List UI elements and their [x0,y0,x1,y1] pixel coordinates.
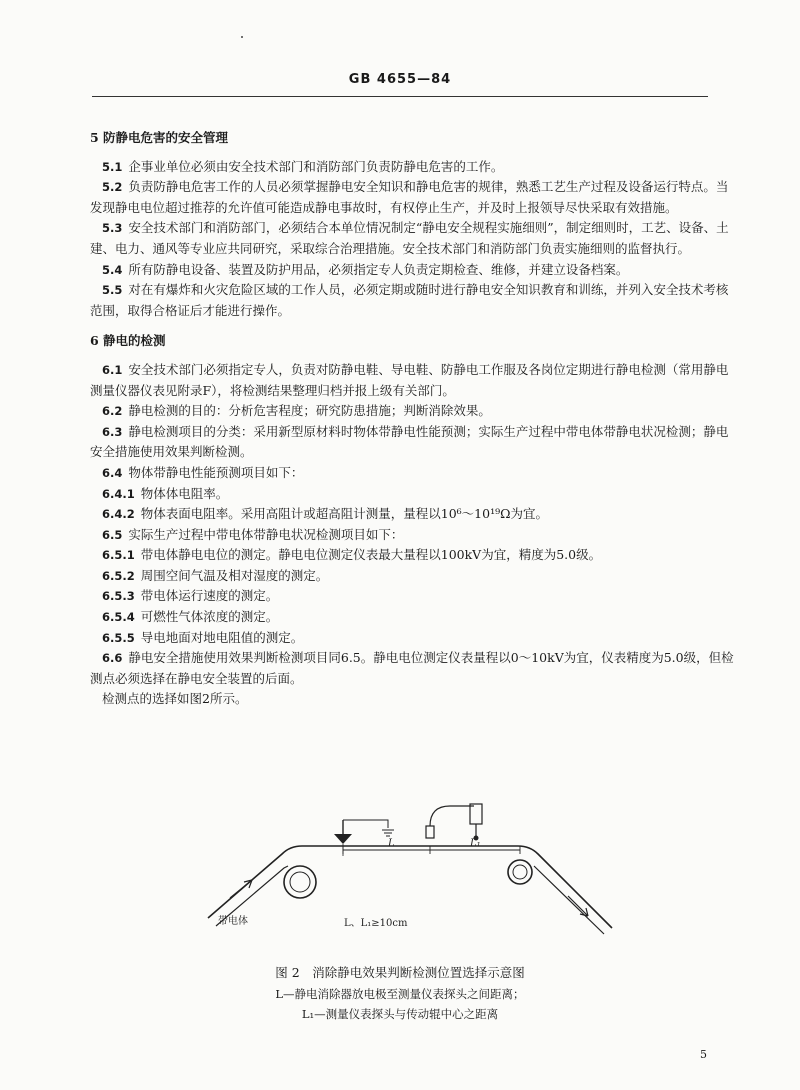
clause-number: 5.5 [102,283,123,298]
standard-header: GB 4655—84 [348,72,452,87]
header-rule [92,96,708,97]
arrow-in [230,880,252,898]
arrow-out [568,896,588,916]
clause-text: 对在有爆炸和火灾危险区域的工作人员，必须定期或随时进行静电安全知识教育和训练，并列入安全技术考核范围，取得合格证后才能进行操作。 [90,282,729,318]
roller-left [284,866,316,898]
meter-body [470,804,482,824]
clause-number: 6.2 [102,404,123,419]
clause-text: 静电安全措施使用效果判断检测项目同6.5。静电电位测定仪表量程以0～10kV为宜，仪表精度为5.0级，但检测点必须选择在静电安全装置的后面。 [90,650,734,686]
clause-number: 5.4 [102,262,123,277]
clause-text: 周围空间气温及相对湿度的测定。 [140,567,329,583]
ground-symbol [382,830,394,836]
clause-number: 5.1 [102,159,123,174]
roller-right [508,860,532,884]
clause-text: 可燃性气体浓度的测定。 [140,609,279,625]
clause-text: 带电体运行速度的测定。 [140,588,279,604]
clause [90,484,740,505]
clause-number: 6.4 [102,465,123,480]
roller-right-inner [513,865,527,879]
clause [90,177,740,218]
figure-2-diagram [200,800,620,950]
body-label: 带电体 [218,916,248,927]
clause-number: 6.4.2 [102,507,135,522]
conveyor-diagram [200,800,620,950]
clause [90,504,740,525]
clause [90,260,740,281]
clause-number: 6.6 [102,651,123,666]
clause-number: 5.3 [102,221,123,236]
figure-note-l1: L₁—测量仪表探头与传动辊中心之距离 [301,1007,499,1021]
clause-text: 所有防静电设备、装置及防护用品，必须指定专人负责定期检查、维修，并建立设备档案。 [128,261,629,277]
section-title: 6 静电的检测 [90,333,166,349]
clause-text: 企事业单位必须由安全技术部门和消防部门负责防静电危害的工作。 [128,158,504,174]
clause-number: 6.5.4 [102,610,135,625]
clause-number: 6.4.1 [102,486,135,501]
clause-text: 物体表面电阻率。采用高阻计或超高阻计测量，量程以10⁶～10¹⁹Ω为宜。 [140,506,548,522]
clause-text: 带电体静电电位的测定。静电电位测定仪表最大量程以100kV为宜，精度为5.0级。 [140,547,602,563]
dim-l1-label: L₁ [470,838,481,849]
eliminator-head [334,834,352,844]
belt-upper [208,846,612,928]
clause [90,566,740,587]
figure-reference: 检测点的选择如图2所示。 [102,691,248,707]
belt-lower-right [534,866,604,934]
probe-sensor [426,826,434,838]
dim-l-label: L [388,838,395,849]
clause [90,157,740,178]
document-body [90,118,740,710]
clause [90,525,740,546]
clause [90,218,740,259]
clause-number: 6.5.1 [102,548,135,563]
clause [90,545,740,566]
clause-text: 物体带静电性能预测项目如下： [128,464,304,480]
probe-cable [430,806,474,826]
clause-text: 安全技术部门必须指定专人，负责对防静电鞋、导电鞋、防静电工作服及各岗位定期进行静电检测（常用静电测量仪器仪表见附录F），将检测结果整理归档并报上级有关部门。 [90,361,729,398]
roller-left-inner [290,872,310,892]
clause-number: 6.5.2 [102,568,135,583]
clause [90,422,740,463]
page-number: 5 [700,1048,707,1061]
figure-note-l: L—静电消除器放电极至测量仪表探头之间距离； [275,987,525,1001]
scan-speck [241,36,243,38]
clause [90,607,740,628]
clause-text: 静电检测的目的：分析危害程度；研究防患措施；判断消除效果。 [128,403,491,419]
clause-number: 6.5.5 [102,630,135,645]
clause-text: 静电检测项目的分类：采用新型原材料时物体带静电性能预测；实际生产过程中带电体带静电状况检测；静电安全措施使用效果判断检测。 [90,423,729,460]
eliminator-wire [343,820,388,828]
clause [90,280,740,321]
clause [90,586,740,607]
clause [90,463,740,484]
clause [90,648,740,689]
clause-text: 安全技术部门和消防部门，必须结合本单位情况制定“静电安全规程实施细则”，制定细则时，工艺、设备、土建、电力、通风等专业应共同研究，采取综合治理措施。安全技术部门和消防部门负责实施细则的监督执行。 [90,220,729,256]
clause-number: 6.5 [102,527,123,542]
clause-text: 物体体电阻率。 [140,485,229,501]
clause-number: 6.3 [102,424,123,439]
clause [90,401,740,422]
clause-text: 实际生产过程中带电体带静电状况检测项目如下： [128,526,404,542]
clause-number: 5.2 [102,180,123,195]
clause [90,360,740,401]
clause-text: 负责防静电危害工作的人员必须掌握静电安全知识和静电危害的规律，熟悉工艺生产过程及设备运行特点。当发现静电电位超过推荐的允许值可能造成静电事故时，有权停止生产，并及时上报领导尽快采取有效措施。 [90,179,729,215]
clause-number: 6.1 [102,362,123,377]
figure-caption: 图 2 消除静电效果判断检测位置选择示意图 [275,965,525,980]
clause [90,628,740,649]
clause-text: 导电地面对地电阻值的测定。 [140,629,304,645]
clause-number: 6.5.3 [102,589,135,604]
distance-condition: L、L₁≥10cm [344,918,408,929]
section-title: 5 防静电危害的安全管理 [90,130,229,145]
